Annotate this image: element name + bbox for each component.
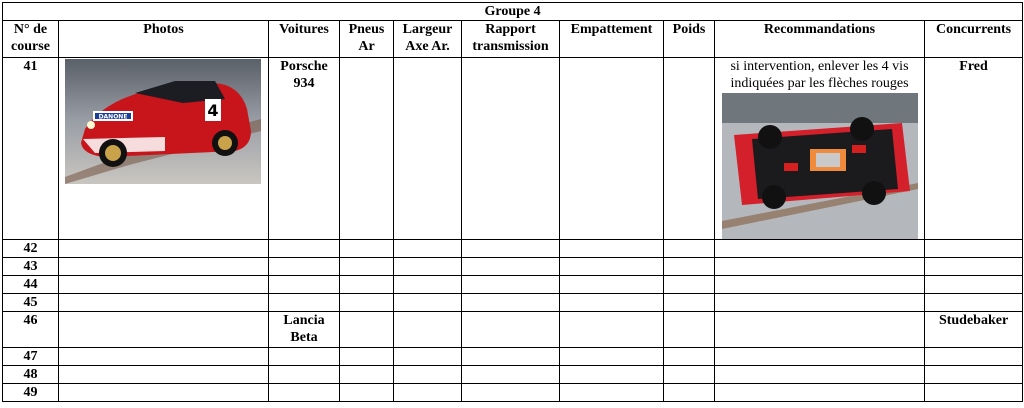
row-num: 49 [3, 384, 59, 402]
header-voitures: Voitures [269, 21, 340, 58]
header-empattement: Empattement [560, 21, 664, 58]
header-rapport: Rapport transmission [462, 21, 560, 58]
header-recommandations: Recommandations [715, 21, 925, 58]
header-photos: Photos [59, 21, 269, 58]
table-row [3, 366, 1023, 384]
header-poids: Poids [664, 21, 715, 58]
car-race-number: 4 [207, 101, 219, 120]
groupe-4-table [2, 2, 1023, 402]
porsche-934-race-car-photo [65, 59, 261, 184]
recommendation-text: si intervention, enlever les 4 vis indiquées par les flèches rouges [730, 59, 909, 91]
row-num: 47 [3, 348, 59, 366]
row-num: 48 [3, 366, 59, 384]
table-row [3, 348, 1023, 366]
concurrent-name: Studebaker [925, 312, 1023, 348]
row-num: 43 [3, 258, 59, 276]
car-livery-text: DANONE [98, 113, 128, 121]
header-pneus: Pneus Ar [340, 21, 394, 58]
header-num: N° de course [3, 21, 59, 58]
table-row [3, 240, 1023, 258]
table-title: Groupe 4 [3, 3, 1023, 21]
row-num: 41 [3, 58, 59, 240]
row-num: 42 [3, 240, 59, 258]
row-num: 46 [3, 312, 59, 348]
header-largeur: Largeur Axe Ar. [394, 21, 462, 58]
table-row [3, 312, 1023, 348]
table-row [3, 294, 1023, 312]
table-row [3, 58, 1023, 240]
car-name: Lancia Beta [269, 312, 340, 348]
car-name: Porsche 934 [269, 58, 340, 240]
header-concurrents: Concurrents [925, 21, 1023, 58]
table-row [3, 276, 1023, 294]
table-row [3, 384, 1023, 402]
row-num: 44 [3, 276, 59, 294]
car-chassis-underside-photo [722, 93, 918, 239]
table-row [3, 258, 1023, 276]
concurrent-name: Fred [925, 58, 1023, 240]
row-num: 45 [3, 294, 59, 312]
